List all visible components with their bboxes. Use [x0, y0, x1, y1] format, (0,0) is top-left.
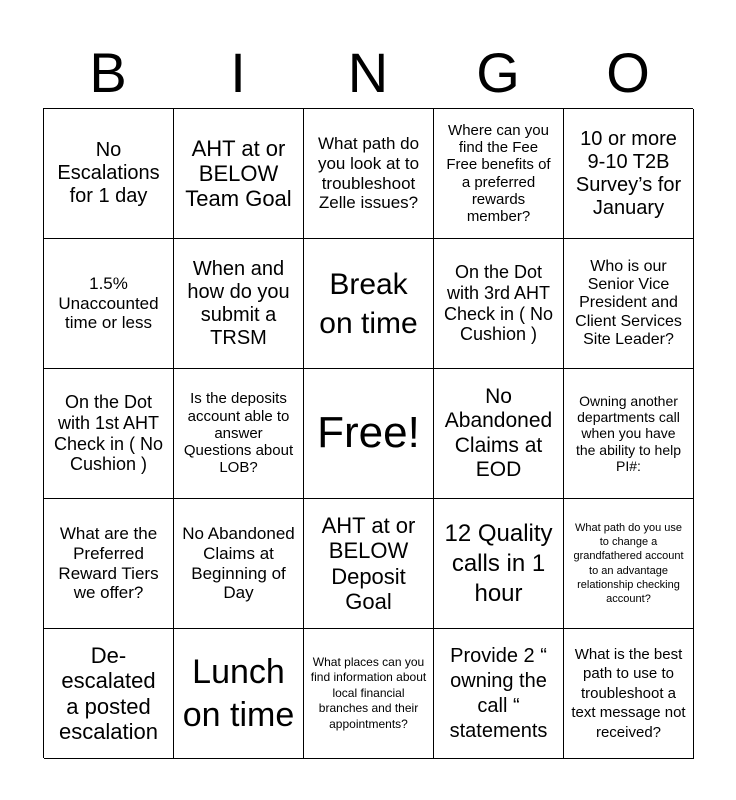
- cell-text: Provide 2 “ owning the call “ statements: [449, 644, 548, 742]
- header-letter-b: B: [89, 41, 127, 104]
- cell-text: What path do you look at to troubleshoot Zelle issues?: [317, 134, 420, 213]
- bingo-cell[interactable]: [564, 109, 694, 239]
- cell-text: AHT at or BELOW Deposit Goal: [321, 512, 416, 614]
- bingo-card-grid: [43, 108, 693, 758]
- bingo-cell[interactable]: [434, 109, 564, 239]
- bingo-cell[interactable]: [304, 109, 434, 239]
- cell-text: 1.5% Unaccounted time or less: [58, 274, 159, 333]
- bingo-cell[interactable]: [434, 629, 564, 759]
- cell-text: What are the Preferred Reward Tiers we offer?: [58, 524, 159, 603]
- cell-text: Who is our Senior Vice President and Client Services Site Leader?: [575, 257, 682, 349]
- header-letter-o: O: [606, 41, 650, 104]
- bingo-header: [43, 42, 693, 104]
- cell-text: No Escalations for 1 day: [57, 139, 160, 207]
- bingo-cell[interactable]: [564, 629, 694, 759]
- free-space-text: Free!: [317, 408, 420, 458]
- bingo-cell[interactable]: [174, 629, 304, 759]
- cell-text: No Abandoned Claims at Beginning of Day: [182, 524, 295, 603]
- cell-text: Where can you find the Fee Free benefits of a preferred rewards member?: [446, 121, 551, 225]
- cell-text: Break on time: [319, 267, 418, 340]
- cell-text: Lunch on time: [182, 653, 295, 734]
- cell-text: On the Dot with 1st AHT Check in ( No Cushion ): [53, 392, 164, 475]
- free-space[interactable]: [304, 369, 434, 499]
- bingo-cell[interactable]: [434, 369, 564, 499]
- header-letter-n: N: [347, 41, 389, 104]
- bingo-cell[interactable]: [174, 369, 304, 499]
- cell-text: What is the best path to use to troubleshoot a text message not received?: [571, 645, 686, 741]
- bingo-cell[interactable]: [304, 499, 434, 629]
- bingo-cell[interactable]: [434, 239, 564, 369]
- cell-text: What places can you find information about local financial branches and their appointments?: [310, 654, 427, 731]
- cell-text: On the Dot with 3rd AHT Check in ( No Cushion ): [443, 262, 554, 345]
- cell-text: Is the deposits account able to answer Questions about LOB?: [183, 390, 294, 477]
- bingo-cell[interactable]: [44, 109, 174, 239]
- bingo-cell[interactable]: [304, 629, 434, 759]
- cell-text: Owning another departments call when you have the ability to help PI#:: [575, 393, 682, 474]
- bingo-cell[interactable]: [174, 239, 304, 369]
- cell-text: 12 Quality calls in 1 hour: [444, 519, 553, 607]
- bingo-cell[interactable]: [564, 369, 694, 499]
- bingo-cell[interactable]: [304, 239, 434, 369]
- cell-text: No Abandoned Claims at EOD: [444, 385, 553, 481]
- bingo-cell[interactable]: [434, 499, 564, 629]
- bingo-cell[interactable]: [564, 499, 694, 629]
- bingo-cell[interactable]: [174, 499, 304, 629]
- cell-text: 10 or more 9-10 T2B Survey’s for January: [575, 127, 682, 219]
- bingo-cell[interactable]: [44, 369, 174, 499]
- bingo-cell[interactable]: [44, 239, 174, 369]
- header-letter-g: G: [476, 41, 520, 104]
- cell-text: De-escalated a posted escalation: [58, 642, 159, 744]
- cell-text: AHT at or BELOW Team Goal: [185, 135, 292, 212]
- bingo-cell[interactable]: [44, 499, 174, 629]
- cell-text: What path do you use to change a grandfathered account to an advantage relationship checking account?: [573, 521, 684, 606]
- header-letter-i: I: [230, 41, 246, 104]
- bingo-cell[interactable]: [44, 629, 174, 759]
- cell-text: When and how do you submit a TRSM: [187, 257, 290, 349]
- bingo-cell[interactable]: [174, 109, 304, 239]
- bingo-cell[interactable]: [564, 239, 694, 369]
